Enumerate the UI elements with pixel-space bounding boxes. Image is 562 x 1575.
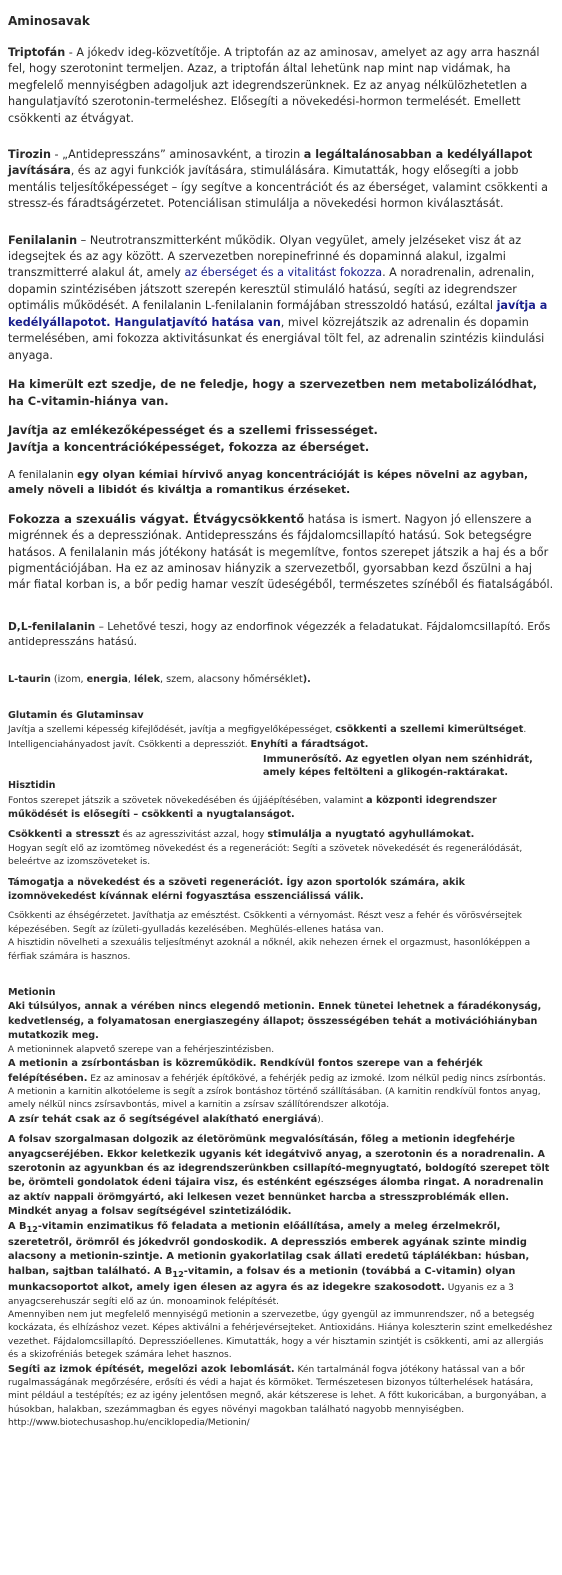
metionin-b12-sub-1: 12 bbox=[26, 1223, 38, 1234]
triptofan-text: - A jókedv ideg-közvetítője. A triptofán az az aminosav, amelyet az agy arra használ fel, hogy szerotonint termeljen. Azaz, a triptofán által lehetünk nap mint nap vidámak, ha megfelelő mennyiségben adagoljuk azt idegrendszerünknek. Ez az anyag nélkülözhetetlen a hangulatjavító szerotonin-termeléshez. Elősegíti a növekedési-hormon termelését. Emellett csökkenti az étvágyat. bbox=[8, 46, 540, 125]
metionin-b12-prefix-1: A B bbox=[8, 1220, 27, 1232]
metionin-highlight-6: Segíti az izmok építését, megelőzi azok lebomlását. bbox=[8, 1363, 295, 1375]
fenilalanin-text-1: – Neutrotranszmitterként működik. Olyan vegyület, amely jelzéseket visz át az idegsejtek és az agy között. A szervezetben norepinefrinné és dopaminná alakul, izgalmi transzmitterré alakul át, amely bbox=[8, 233, 522, 280]
metionin-text-7: Kén tartalmánál fogva jótékony hatással van a bőr rugalmasságának megőrzésére, erősíti és védi a hajat és körmöket. Természetesen bizonyos túlterhelések hatására, mint például a testépítés; ez az igény jelentősen megnő, akár kétszerese is lehet. A főtt kukoricában, a burgonyában, a húsokban, halakban, szezámmagban és egyes növényi magokban található nagyobb mennyiségben. bbox=[8, 1364, 547, 1415]
metionin-text-5: Ugyanis ez a 3 anyagcserehuszár segíti elő az ún. monoaminok felépítését. bbox=[8, 1283, 514, 1307]
fenilalanin-paragraph bbox=[8, 233, 554, 364]
tirozin-paragraph bbox=[8, 147, 554, 213]
hisztidin-paragraph-1 bbox=[8, 794, 554, 823]
source-url[interactable]: http://www.biotechusashop.hu/enciklopedia/Metionin/ bbox=[8, 1418, 250, 1429]
hisztidin-highlight-1: a központi idegrendszer működését is elősegíti – csökkenti a nyugtalanságot. bbox=[8, 794, 497, 820]
taurin-paragraph bbox=[8, 673, 554, 687]
taurin-heading: L-taurin bbox=[8, 673, 51, 685]
glutamin-highlight-2: Enyhíti a fáradtságot. bbox=[250, 738, 369, 750]
glutamin-immune-note: Immunerősítő. Az egyetlen olyan nem szénhidrát, amely képes feltölteni a glikogén-raktárakat. bbox=[263, 754, 533, 779]
taurin-end: ). bbox=[302, 673, 311, 685]
triptofan-heading: Triptofán bbox=[8, 46, 66, 59]
glutamin-paragraph bbox=[8, 723, 554, 752]
triptofan-paragraph bbox=[8, 45, 554, 127]
sexual-text: hatása is ismert. Nagyon jó ellenszere a migrénnek és a depressziónak. Antidepresszáns és fájdalomcsillapító hatású. Sok betegségre hatásos. A fenilalanin más jótékony hatását is megemlítve, fontos szerepet játszik a haj és a bőr pigmentációjában. Ha ez az aminosav hiányzik a szervezetből, gyorsabban kezd őszülni a haj már fiatal korban is, a bőr pedig hamar veszít üdeségéből, természetes színéből és fiatalságából. bbox=[8, 512, 554, 592]
hisztidin-highlight-2: Csökkenti a stresszt bbox=[8, 829, 120, 841]
fenilalanin-highlight-1: az éberséget és a vitalitást fokozza bbox=[184, 266, 383, 280]
improve-line-2: Javítja a koncentrációképességet, fokozza az éberséget. bbox=[8, 439, 370, 454]
taurin-soul: lélek bbox=[133, 673, 160, 685]
metionin-paragraph-1: Aki túlsúlyos, annak a vérében nincs elegendő metionin. Ennek tünetei lehetnek a fáradékonyság, kedvetlenség, a folyamatosan energiaszegény állapot; összességében tehát a motivációhiányban mutatkozik meg. bbox=[8, 1001, 542, 1042]
hormone-paragraph bbox=[8, 468, 554, 499]
hisztidin-highlight-3: stimulálja a nyugtató agyhullámokat. bbox=[267, 829, 475, 841]
hisztidin-paragraph-3: Hogyan segít elő az izomtömeg növekedést és a regenerációt: Segíti a szövetek növekedését és regenerálódását, beleértve az izomszöveteket is. bbox=[8, 843, 523, 868]
metionin-paragraph-3 bbox=[8, 1057, 554, 1113]
metionin-paragraph-6 bbox=[8, 1220, 554, 1309]
sexual-paragraph bbox=[8, 511, 554, 594]
dl-fenilalanin-paragraph bbox=[8, 620, 554, 651]
fenilalanin-text-3: , mivel közrejátszik az adrenalin és dopamin termelésében, ami fokozza aktivitásunkat és energiával tölt fel, az adrenalin szintézis kiindulási anyaga. bbox=[8, 315, 545, 362]
tirozin-highlight: a legáltalánosabban a kedélyállapot javítására bbox=[8, 148, 533, 178]
metionin-text-2: Ez az aminosav a fehérjék építőkövé, a fehérjék pedig az izmoké. Izom nélkül pedig nincs zsírbontás. A metionin a karnitin alkotóeleme is segít a zsírok bontáshoz történő szállításában. (A karnitin rendkívül fontos anyag, amely nélkül nincs zsírsavbontás, mivel a karnitin a zsírsav szállítórendszer alkotója. bbox=[8, 1073, 546, 1111]
fenilalanin-highlight-2: javítja a kedélyállapotot. Hangulatjavító hatása van bbox=[8, 299, 548, 329]
metionin-b12-sub-2: 12 bbox=[172, 1268, 184, 1279]
glutamin-text-1: Javítja a szellemi képesség kifejlődését, javítja a megfigyelőképességet, bbox=[8, 725, 336, 736]
hormone-text: A fenilalanin bbox=[8, 468, 78, 481]
metionin-text-3: ). bbox=[317, 1114, 324, 1125]
taurin-text-1: (izom, bbox=[50, 673, 87, 685]
hisztidin-paragraph-6: A hisztidin növelheti a szexuális teljesítményt azoknál a nőknél, akik nehezen érnek el orgazmust, hasonlóképpen a férfiak számára is hasznos. bbox=[8, 938, 531, 962]
tirozin-text-1: - „Antidepresszáns” aminosavként, a tirozin bbox=[50, 148, 304, 162]
metionin-heading: Metionin bbox=[8, 987, 56, 999]
metionin-highlight-2: A metionin a zsírbontásban is közreműködik. Rendkívül fontos szerepe van a fehérjék felépítésében. bbox=[8, 1058, 483, 1084]
hormone-highlight: egy olyan kémiai hírvivő anyag koncentrációját is képes növelni az agyban, amely növeli a libidót és kiváltja a romantikus érzéseket. bbox=[8, 468, 529, 497]
glutamin-highlight-1: csökkenti a szellemi kimerültséget bbox=[335, 724, 524, 736]
fenilalanin-heading: Fenilalanin bbox=[8, 233, 78, 247]
glutamin-text-2: . Intelligenciahányadost javít. Csökkenti a depressziót. bbox=[8, 725, 527, 750]
dl-fenilalanin-heading: D,L-fenilalanin bbox=[8, 620, 96, 633]
metionin-paragraph-7: Amennyiben nem jut megfelelő mennyiségű metionin a szervezetbe, úgy gyengül az immunrendszer, nő a betegség kockázata, és elhízáshoz vezet. Képes aktiválni a fehérjevérsejteket. Antioxidáns. Hiánya koleszterin szint emelkedéshez vezethet. Fájdalomcsillapító. Depresszióellenes. Kimutatták, hogy a vér hisztamin szintjét is csökkenti, ami az allergiás és a skizofréniás betegek számára lehet hasznos. bbox=[8, 1309, 553, 1361]
glutamin-heading: Glutamin és Glutaminsav bbox=[8, 709, 144, 721]
hisztidin-text-1: Fontos szerepet játszik a szövetek növekedésében és újjáépítésében, valamint bbox=[8, 795, 367, 806]
sexual-highlight: Fokozza a szexuális vágyat. Étvágycsökkentő bbox=[8, 511, 305, 526]
hisztidin-paragraph-5: Csökkenti az éhségérzetet. Javíthatja az emésztést. Csökkenti a vérnyomást. Részt vesz a fehér és vörösvérsejtek képezésében. Segít az ízületi-gyulladás kezelésében. Meghülés-ellenes hatása van. bbox=[8, 911, 522, 935]
metionin-b12-text-2: -vitamin, a folsav és a metionin (továbbá a C-vitamin) olyan munkacsoportot alkot, amely igen élesen az agyra és az idegekre szakosodott. bbox=[8, 1265, 516, 1294]
fenilalanin-text-2: . A noradrenalin, adrenalin, dopamin szintézisében játszott szerepén keresztül stimuláló hatású, segíti az idegrendszer optimális működését. A fenilalanin L-fenilalanin formájában stresszoldó hatású, ezáltal bbox=[8, 266, 535, 313]
hisztidin-paragraph-4: Támogatja a növekedést és a szöveti regenerációt. Így azon sportolók számára, akik izomnövekedést kívánnak elérni fogyasztása esszenciálissá válik. bbox=[8, 876, 466, 903]
metionin-paragraph-4 bbox=[8, 1113, 554, 1127]
page-title: Aminosavak bbox=[8, 14, 90, 28]
taurin-energy: energia bbox=[86, 673, 128, 685]
metionin-b12-text-1: -vitamin enzimatikus fő feladata a metionin előállítása, amely a meleg érzelmekről, szeretetről, örömről és jókedvről gondoskodik. A depressziós emberek agyának szinte mindig alacsony a metionin-szintje. A metionin gyakorlatilag csak állati eredetű táplálékban: húsban, halban, sajtban található. A B bbox=[8, 1220, 530, 1277]
hisztidin-text-2: és az agresszivitást azzal, hogy bbox=[119, 830, 268, 841]
hisztidin-heading: Hisztidin bbox=[8, 780, 56, 792]
hisztidin-paragraph-2 bbox=[8, 828, 554, 842]
metionin-paragraph-8 bbox=[8, 1363, 554, 1431]
tirozin-text-2: , és az agyi funkciók javítására, stimulálására. Kimutatták, hogy elősegíti a jobb mentális teljesítőképességet – így segítve a koncentrációt és az éberséget, valamint csökkenti a stressz-és fáradtságérzetet. Potenciálisan stimulálja a növekedési hormon kiválasztását. bbox=[8, 164, 548, 211]
taurin-text-3: , szem, alacsony hőmérséklet bbox=[159, 673, 303, 685]
taurin-text-2: , bbox=[127, 673, 134, 685]
tirozin-heading: Tirozin bbox=[8, 148, 51, 162]
improve-line-1: Javítja az emlékezőképességet és a szellemi frissességet. bbox=[8, 422, 378, 437]
metionin-highlight-3: A zsír tehát csak az ő segítségével alakítható energiává bbox=[8, 1113, 318, 1125]
dl-fenilalanin-text: – Lehetővé teszi, hogy az endorfinok végezzék a feladatukat. Fájdalomcsillapító. Erős antidepresszáns hatású. bbox=[8, 620, 551, 649]
metionin-paragraph-2: A metioninnek alapvető szerepe van a fehérjeszintézisben. bbox=[8, 1044, 275, 1055]
metionin-paragraph-5: A folsav szorgalmasan dolgozik az életörömünk megvalósításán, főleg a metionin idegfehérje anyagcseréjében. Ekkor keletkezik ugyanis két idegátvivő anyag, a szerotonin és a noradrenalin. A szerotonin az agyunkban és az idegrendszerünkben csillapító-megnyugtató, boldogító szerepet tölt be, örömteli gondolatok édeni tájaira visz, és esténként egészséges álomba ringat. A noradrenalin az aktív nappali örömgyártó, aki lelkesen vezet bennünket harcba a stresszproblémák ellen. Mindkét anyag a folsav segítségével szintetizálódik. bbox=[8, 1134, 550, 1218]
vitamin-c-warning: Ha kimerült ezt szedje, de ne feledje, hogy a szervezetben nem metabolizálódhat, ha C-vitamin-hiánya van. bbox=[8, 376, 538, 408]
